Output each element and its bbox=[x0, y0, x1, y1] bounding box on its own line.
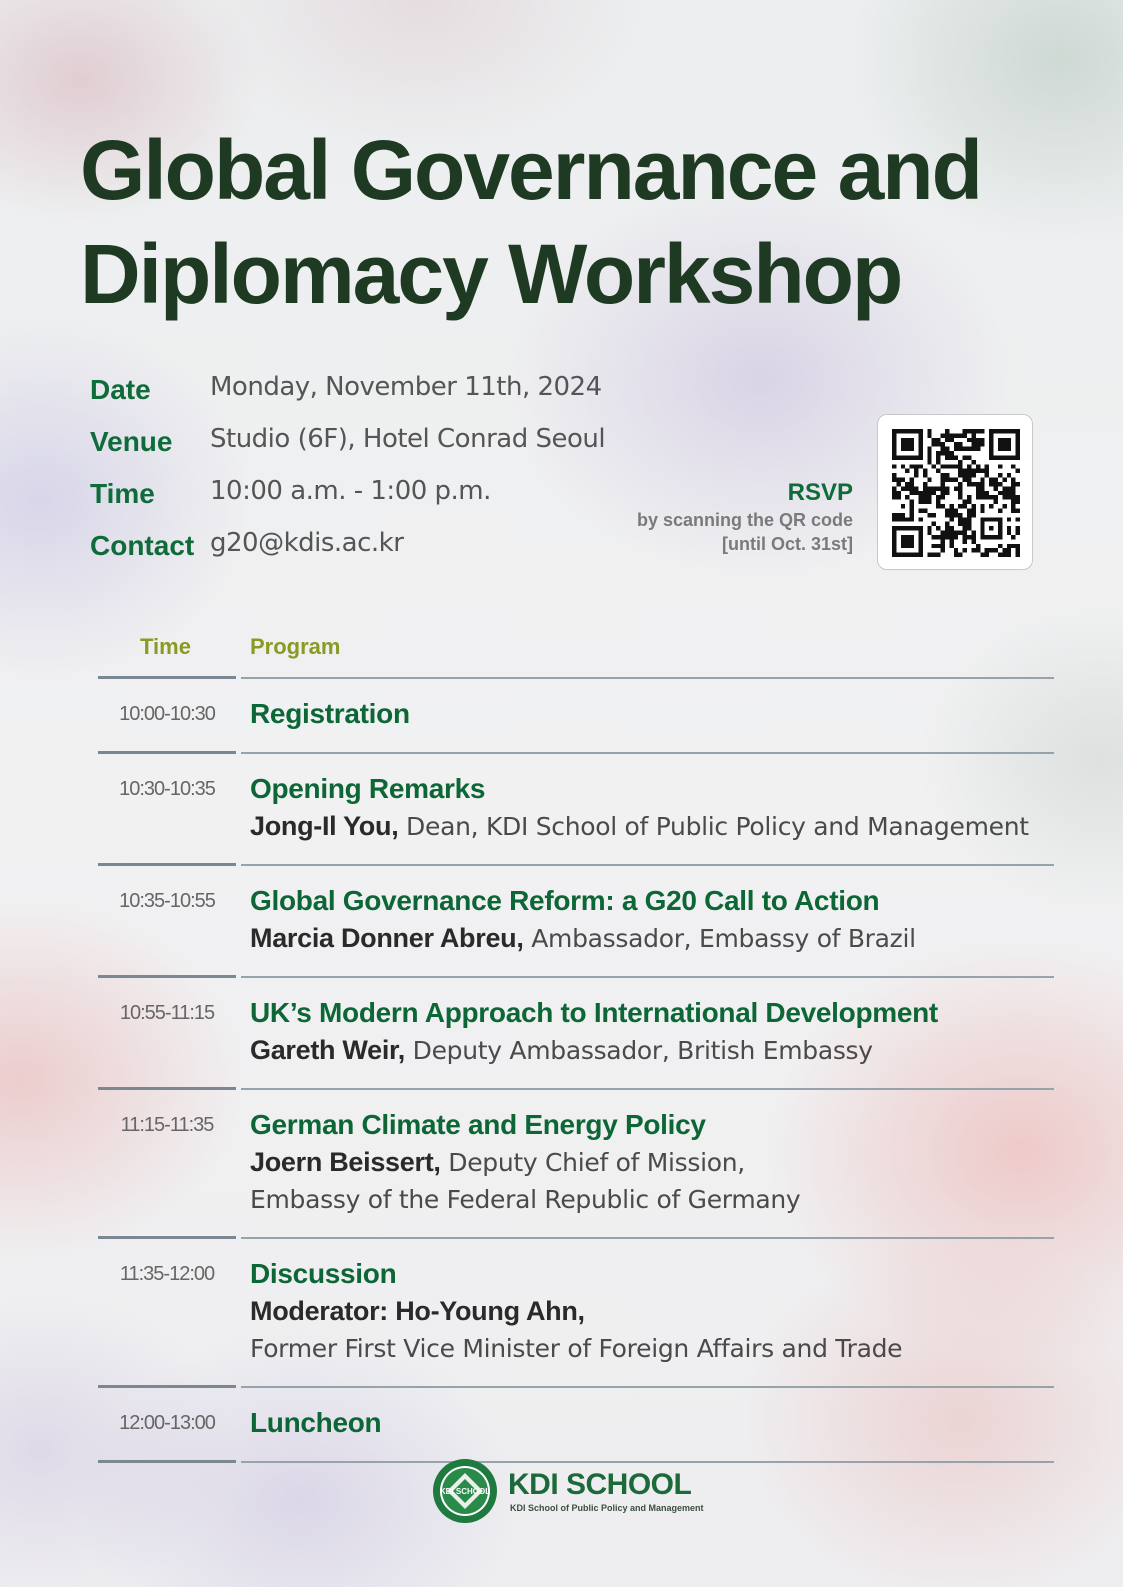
kdi-school-seal-icon bbox=[432, 1458, 498, 1524]
qr-code-icon[interactable] bbox=[892, 429, 1020, 557]
rsvp-block bbox=[637, 478, 853, 556]
program-schedule bbox=[98, 624, 1054, 1463]
title-line-1: Global Governance and bbox=[80, 123, 981, 217]
schedule-row-registration bbox=[98, 679, 1054, 751]
schedule-row-luncheon bbox=[98, 1388, 1054, 1460]
schedule-row-opening-remarks bbox=[98, 754, 1054, 863]
row-time: 10:30-10:35 bbox=[119, 778, 215, 800]
rsvp-instruction: by scanning the QR code bbox=[636, 510, 853, 530]
schedule-row-discussion bbox=[98, 1239, 1054, 1385]
schedule-row-g20-reform bbox=[98, 866, 1054, 975]
info-time-label: Time bbox=[90, 478, 155, 509]
seal-text: KDI SCHOOL bbox=[439, 1487, 491, 1496]
row-speaker: Joern Beissert, bbox=[250, 1147, 441, 1177]
info-date-value: Monday, November 11th, 2024 bbox=[210, 372, 602, 402]
page-title bbox=[80, 118, 981, 326]
row-title: Luncheon bbox=[250, 1407, 382, 1438]
info-time-value: 10:00 a.m. - 1:00 p.m. bbox=[210, 476, 491, 506]
row-time: 11:15-11:35 bbox=[120, 1114, 214, 1136]
row-title: Registration bbox=[250, 698, 410, 729]
info-venue-value: Studio (6F), Hotel Conrad Seoul bbox=[210, 424, 606, 454]
row-title: German Climate and Energy Policy bbox=[250, 1109, 706, 1140]
row-time: 10:55-11:15 bbox=[119, 1002, 215, 1024]
logo-subtitle: KDI School of Public Policy and Management bbox=[510, 1503, 704, 1513]
row-title: Discussion bbox=[250, 1258, 397, 1289]
row-title: Opening Remarks bbox=[250, 773, 486, 804]
row-time: 12:00-13:00 bbox=[119, 1412, 215, 1434]
row-role: Deputy Ambassador, British Embassy bbox=[404, 1036, 873, 1065]
logo-name: KDI SCHOOL bbox=[508, 1468, 692, 1501]
row-time: 10:00-10:30 bbox=[119, 703, 215, 725]
row-role: Ambassador, Embassy of Brazil bbox=[523, 924, 916, 953]
row-time: 11:35-12:00 bbox=[119, 1263, 215, 1285]
row-speaker-line bbox=[250, 1293, 1054, 1330]
kdi-school-logo bbox=[432, 1458, 702, 1528]
row-speaker-line bbox=[250, 808, 1054, 845]
row-speaker-line bbox=[250, 920, 1054, 957]
row-role: Deputy Chief of Mission, bbox=[440, 1148, 745, 1177]
row-role-continued: Former First Vice Minister of Foreign Affairs and Trade bbox=[250, 1334, 903, 1363]
info-venue-label: Venue bbox=[90, 426, 173, 457]
row-speaker: Jong-Il You, bbox=[250, 811, 399, 841]
schedule-row-german-climate bbox=[98, 1090, 1054, 1236]
rsvp-deadline: [until Oct. 31st] bbox=[721, 534, 853, 554]
qr-code-card[interactable] bbox=[877, 414, 1033, 570]
schedule-header-time: Time bbox=[140, 634, 191, 659]
info-contact-value[interactable]: g20@kdis.ac.kr bbox=[210, 528, 404, 558]
row-speaker: Moderator: Ho-Young Ahn, bbox=[250, 1296, 585, 1326]
info-date-label: Date bbox=[90, 374, 151, 405]
title-line-2: Diplomacy Workshop bbox=[80, 227, 902, 321]
schedule-header bbox=[98, 624, 1054, 676]
schedule-row-uk-development bbox=[98, 978, 1054, 1087]
row-title: Global Governance Reform: a G20 Call to Action bbox=[250, 885, 880, 916]
row-role-continued: Embassy of the Federal Republic of Germany bbox=[250, 1185, 801, 1214]
row-title: UK’s Modern Approach to International Development bbox=[250, 997, 938, 1028]
row-speaker-line bbox=[250, 1032, 1054, 1069]
info-contact-label: Contact bbox=[90, 530, 195, 561]
row-speaker: Gareth Weir, bbox=[250, 1035, 405, 1065]
row-speaker: Marcia Donner Abreu, bbox=[250, 923, 524, 953]
schedule-header-program: Program bbox=[250, 634, 341, 659]
rsvp-title: RSVP bbox=[787, 479, 853, 506]
row-role: Dean, KDI School of Public Policy and Management bbox=[398, 812, 1029, 841]
row-time: 10:35-10:55 bbox=[119, 890, 215, 912]
row-speaker-line bbox=[250, 1144, 1054, 1181]
